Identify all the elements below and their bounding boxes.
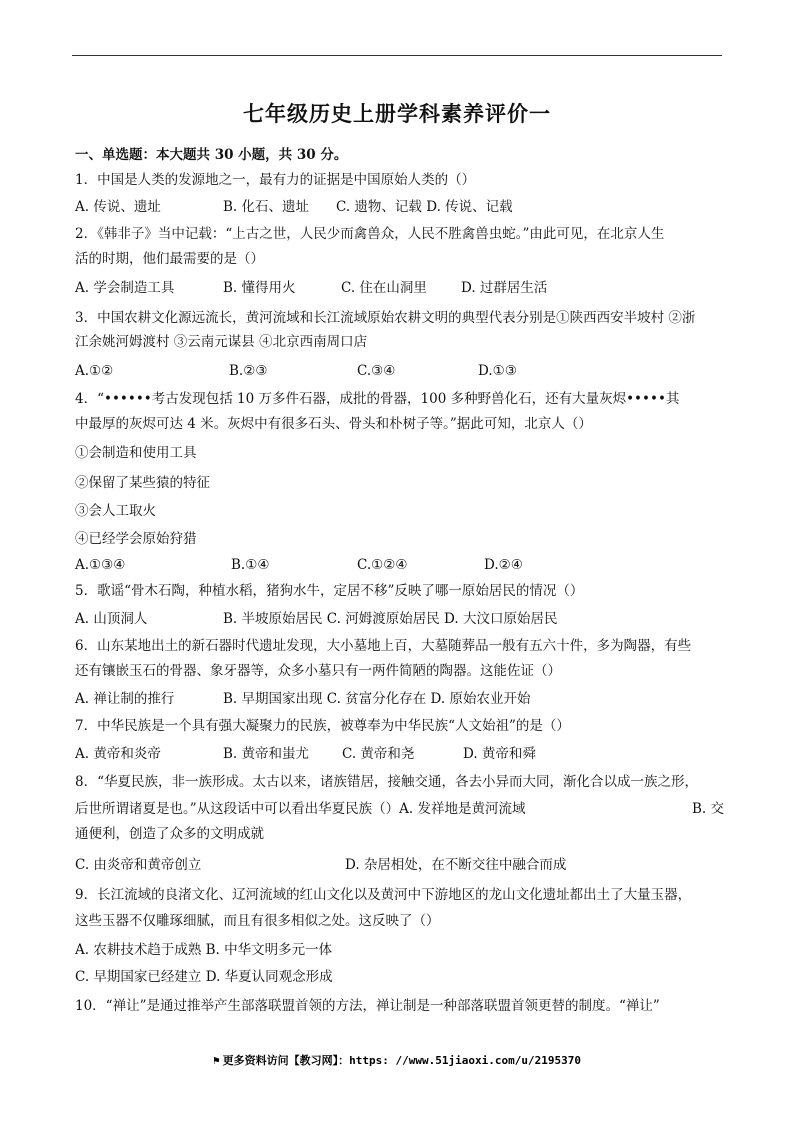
q4-option-c: C.①②④	[357, 557, 408, 573]
q6-option-a: A. 禅让制的推行	[75, 691, 175, 707]
q4-option-d: D.②④	[484, 557, 523, 573]
flag-icon: ⚑	[213, 1054, 220, 1067]
page-title: 七年级历史上册学科素养评价一	[243, 101, 551, 126]
q5-option-a: A. 山顶洞人	[75, 611, 148, 627]
q3-option-a: A.①②	[75, 363, 114, 379]
q2-option-b: B. 懂得用火	[223, 280, 296, 296]
q9-options-cd: C. 早期国家已经建立 D. 华夏认同观念形成	[75, 969, 333, 985]
q1-option-b: B. 化石、遗址	[223, 199, 310, 215]
q4-statement-2: ②保留了某些猿的特征	[75, 475, 210, 491]
q4-statement-4: ④已经学会原始狩猎	[75, 531, 197, 547]
q3-option-b: B.②③	[229, 363, 268, 379]
q8-option-c: C. 由炎帝和黄帝创立	[75, 857, 202, 873]
q6-option-bcd: B. 早期国家出现 C. 贫富分化存在 D. 原始农业开始	[223, 691, 531, 707]
q7-option-b: B. 黄帝和蚩尤	[223, 746, 310, 762]
question-3-line-2: 江余姚河姆渡村 ③云南元谋县 ④北京西南周口店	[75, 334, 368, 350]
q2-option-d: D. 过群居生活	[461, 280, 548, 296]
q5-option-bcd: B. 半坡原始居民 C. 河姆渡原始居民 D. 大汶口原始居民	[223, 611, 558, 627]
footer-link[interactable]: 更多资料访问【教习网】：https: //www.51jiaoxi.com/u/2195370	[222, 1054, 581, 1067]
question-1: 1．中国是人类的发源地之一，最有力的证据是中国原始人类的（）	[75, 172, 476, 188]
question-5: 5．歌谣“骨木石陶，种植水稻，猪狗水牛，定居不移”反映了哪一原始居民的情况（）	[75, 583, 584, 599]
question-2-line-2: 活的时期，他们最需要的是（）	[75, 251, 264, 267]
q4-statement-3: ③会人工取火	[75, 503, 156, 519]
question-7: 7．中华民族是一个具有强大凝聚力的民族，被尊奉为中华民族“人文始祖”的是（）	[75, 718, 570, 734]
q8-option-b: B. 交	[692, 801, 725, 817]
footer[interactable]	[0, 1052, 794, 1068]
question-9-line-1: 9．长江流域的良渚文化、辽河流域的红山文化以及黄河中下游地区的龙山文化遗址都出土了大量玉器，	[75, 887, 692, 903]
question-4-line-1: 4．“••••••考古发现包括 10 万多件石器，成批的骨器，100 多种野兽化石，还有大量灰烬•••••其	[75, 391, 680, 407]
question-2-line-1: 2．《韩非子》当中记载：“上古之世，人民少而禽兽众，人民不胜禽兽虫蛇。”由此可见，在北京人生	[75, 226, 665, 242]
question-3-line-1: 3．中国农耕文化源远流长，黄河流域和长江流域原始农耕文明的典型代表分别是①陕西西安半坡村 ②浙	[75, 310, 696, 326]
q1-option-cd: C. 遗物、记载 D. 传说、记载	[336, 199, 513, 215]
q9-options-ab: A. 农耕技术趋于成熟 B. 中华文明多元一体	[75, 942, 333, 958]
q1-option-a: A. 传说、遗址	[75, 199, 161, 215]
question-9-line-2: 这些玉器不仅雕琢细腻，而且有很多相似之处。这反映了（）	[75, 913, 440, 929]
q4-option-a: A.①③④	[75, 557, 126, 573]
header-rule	[72, 55, 722, 56]
question-8-line-2: 后世所谓诸夏是也。”从这段话中可以看出华夏民族（）A. 发祥地是黄河流域	[75, 801, 526, 817]
q3-option-c: C.③④	[357, 363, 396, 379]
q7-option-a: A. 黄帝和炎帝	[75, 746, 161, 762]
question-6-line-1: 6．山东某地出土的新石器时代遗址发现，大小墓地上百，大墓随葬品一般有五六十件，多为陶器，有些	[75, 638, 692, 654]
q4-option-b: B.①④	[231, 557, 270, 573]
q4-statement-1: ①会制造和使用工具	[75, 445, 197, 461]
q2-option-c: C. 住在山洞里	[341, 280, 427, 296]
question-8-line-1: 8．“华夏民族，非一族形成。太古以来，诸族错居，接触交通，各去小异而大同，渐化合以成一族之形，	[75, 774, 698, 790]
q2-option-a: A. 学会制造工具	[75, 280, 175, 296]
question-6-line-2: 还有镶嵌玉石的骨器、象牙器等，众多小墓只有一两件简陋的陶器。这能佐证（）	[75, 663, 561, 679]
question-8-line-3: 通便利，创造了众多的文明成就	[75, 826, 264, 842]
q7-option-d: D. 黄帝和舜	[463, 746, 536, 762]
q7-option-c: C. 黄帝和尧	[342, 746, 415, 762]
question-4-line-2: 中最厚的灰烬可达 4 米。灰烬中有很多石头、骨头和朴树子等。”据此可知，北京人（）	[75, 416, 592, 432]
q3-option-d: D.①③	[478, 363, 517, 379]
section-heading: 一、单选题：本大题共 30 小题，共 30 分。	[75, 147, 348, 163]
question-10: 10．“禅让”是通过推举产生部落联盟首领的方法，禅让制是一种部落联盟首领更替的制度。“禅让”	[75, 998, 660, 1014]
q8-option-d: D. 杂居相处，在不断交往中融合而成	[345, 857, 567, 873]
